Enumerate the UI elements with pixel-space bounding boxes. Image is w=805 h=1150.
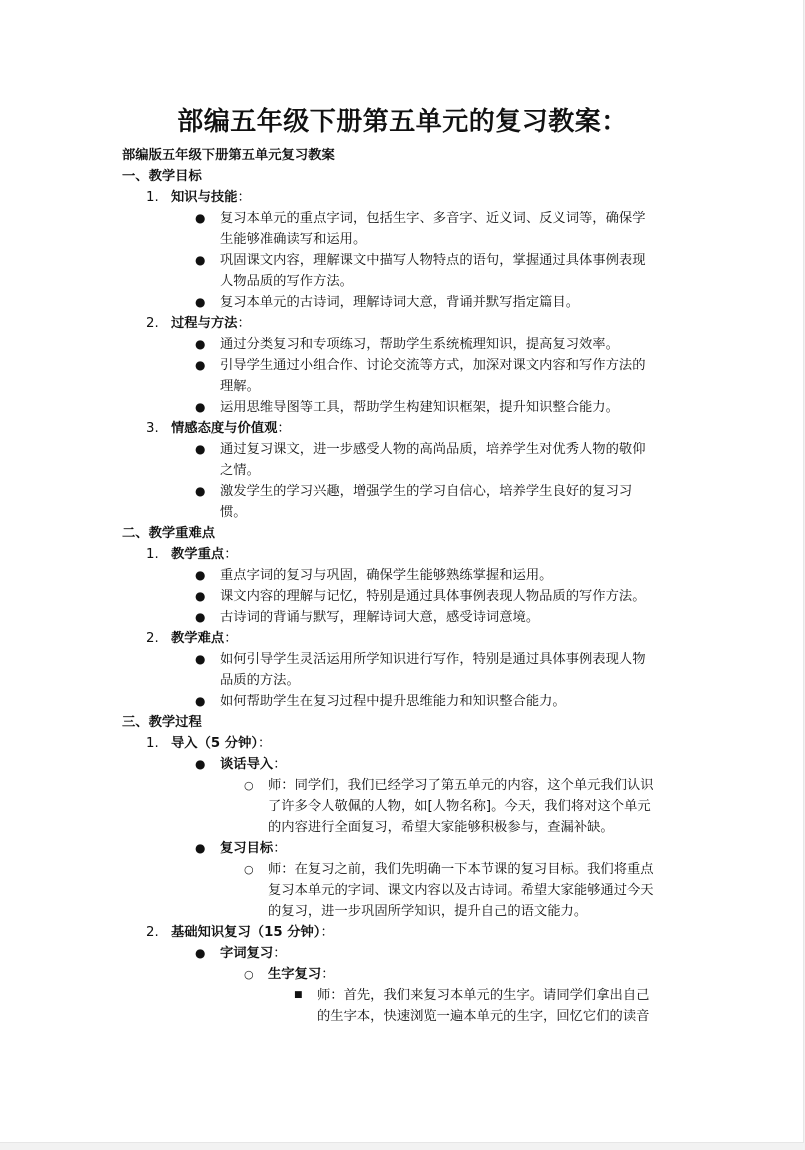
- item-colon: ：: [273, 757, 287, 772]
- bullet-dot-icon: ●: [195, 295, 206, 309]
- bullet-dot-icon: ●: [195, 358, 206, 372]
- item-number: 2.: [146, 631, 159, 646]
- sub-item-label: 字词复习: [220, 946, 274, 961]
- bullet-text: 运用思维导图等工具，帮助学生构建知识框架，提升知识整合能力。: [220, 400, 619, 415]
- bullet-text: 重点字词的复习与巩固，确保学生能够熟练掌握和运用。: [220, 568, 553, 583]
- bullet-line: [122, 292, 692, 313]
- item-label: 教学难点: [171, 631, 225, 646]
- bullet-text: 课文内容的理解与记忆，特别是通过具体事例表现人物品质的写作方法。: [220, 589, 646, 604]
- bullet-text: 激发学生的学习兴趣，增强学生的学习自信心，培养学生良好的复习习: [220, 484, 633, 499]
- bullet-dot-icon: ●: [195, 694, 206, 708]
- bullet-line: [122, 439, 692, 460]
- bullet-text: 复习本单元的古诗词，理解诗词大意，背诵并默写指定篇目。: [220, 295, 580, 310]
- item-colon: ：: [320, 925, 334, 940]
- bullet-text: 生能够准确读写和运用。: [220, 232, 367, 247]
- bullet-text: 引导学生通过小组合作、讨论交流等方式，加深对课文内容和写作方法的: [220, 358, 646, 373]
- numbered-item: [122, 313, 692, 334]
- section-heading-text: 二、教学重难点: [122, 526, 216, 541]
- item-colon: ：: [321, 967, 335, 982]
- item-colon: ：: [224, 631, 238, 646]
- bullet-dot-icon: ●: [195, 400, 206, 414]
- sub-item: [122, 838, 692, 859]
- bullet-line: [122, 481, 692, 502]
- bullet-dot-icon: ●: [195, 484, 206, 498]
- bullet-line: [122, 397, 692, 418]
- bullet-text: 人物品质的写作方法。: [220, 274, 353, 289]
- bullet-line: [122, 376, 692, 397]
- item-number: 3.: [146, 421, 159, 436]
- bullet-text: 理解。: [220, 379, 260, 394]
- item-number: 2.: [146, 316, 159, 331]
- bullet-dot-icon: ●: [195, 568, 206, 582]
- sub-sub-item: [122, 964, 692, 985]
- sub-sub-item-text-line: [122, 985, 692, 1006]
- sub-sub-item-text: 的生字本，快速浏览一遍本单元的生字，回忆它们的读音: [317, 1009, 650, 1024]
- sub-item: [122, 943, 692, 964]
- sub-sub-item-text: 师：首先，我们来复习本单元的生字。请同学们拿出自己: [317, 988, 650, 1003]
- bullet-line: [122, 670, 692, 691]
- sub-item-text-line: [122, 901, 692, 922]
- bullet-text: 品质的方法。: [220, 673, 300, 688]
- bullet-dot-icon: ●: [195, 946, 206, 960]
- bullet-line: [122, 565, 692, 586]
- bullet-dot-icon: ●: [195, 253, 206, 267]
- bullet-text: 如何帮助学生在复习过程中提升思维能力和知识整合能力。: [220, 694, 566, 709]
- bullet-text: 复习本单元的重点字词，包括生字、多音字、近义词、反义词等，确保学: [220, 211, 646, 226]
- bullet-text: 通过复习课文，进一步感受人物的高尚品质，培养学生对优秀人物的敬仰: [220, 442, 646, 457]
- bullet-line: [122, 502, 692, 523]
- bullet-line: [122, 586, 692, 607]
- bullet-line: [122, 250, 692, 271]
- item-number: 1.: [146, 736, 159, 751]
- bullet-dot-icon: ●: [195, 757, 206, 771]
- bullet-text: 通过分类复习和专项练习，帮助学生系统梳理知识，提高复习效率。: [220, 337, 619, 352]
- item-label: 导入（5 分钟）: [171, 736, 259, 751]
- bullet-dot-icon: ●: [195, 652, 206, 666]
- bullet-line: [122, 607, 692, 628]
- item-colon: ：: [224, 547, 238, 562]
- bullet-dot-icon: ●: [195, 589, 206, 603]
- sub-sub-item-text-line: [122, 1006, 692, 1027]
- section-heading-text: 一、教学目标: [122, 169, 202, 184]
- numbered-item: [122, 733, 692, 754]
- numbered-item: [122, 544, 692, 565]
- item-number: 1.: [146, 190, 159, 205]
- numbered-item: [122, 922, 692, 943]
- bullet-line: [122, 229, 692, 250]
- item-label: 情感态度与价值观: [171, 421, 278, 436]
- sub-item-text: 师：同学们，我们已经学习了第五单元的内容，这个单元我们认识: [268, 778, 654, 793]
- bullet-dot-icon: ●: [195, 337, 206, 351]
- item-colon: ：: [237, 316, 251, 331]
- subtitle-text: 部编版五年级下册第五单元复习教案: [122, 148, 335, 163]
- sub-item-label: 复习目标: [220, 841, 274, 856]
- item-colon: ：: [258, 736, 272, 751]
- bullet-dot-icon: ●: [195, 442, 206, 456]
- sub-item-text: 复习本单元的字词、课文内容以及古诗词。希望大家能够通过今天: [268, 883, 654, 898]
- bullet-line: [122, 460, 692, 481]
- section-heading: [122, 523, 692, 544]
- sub-item-text-line: [122, 817, 692, 838]
- sub-item-text-line: [122, 859, 692, 880]
- item-label: 基础知识复习（15 分钟）: [171, 925, 321, 940]
- document-title: 部编五年级下册第五单元的复习教案：: [177, 107, 628, 137]
- sub-item-text: 的内容进行全面复习，希望大家能够积极参与，查漏补缺。: [268, 820, 614, 835]
- bullet-text: 如何引导学生灵活运用所学知识进行写作，特别是通过具体事例表现人物: [220, 652, 646, 667]
- numbered-item: [122, 418, 692, 439]
- item-colon: ：: [277, 421, 291, 436]
- sub-sub-item-label: 生字复习: [268, 967, 322, 982]
- item-number: 2.: [146, 925, 159, 940]
- item-colon: ：: [273, 841, 287, 856]
- item-label: 过程与方法: [171, 316, 238, 331]
- bullet-line: [122, 691, 692, 712]
- sub-item-text-line: [122, 880, 692, 901]
- bullet-line: [122, 208, 692, 229]
- bullet-dot-icon: ●: [195, 610, 206, 624]
- sub-item-text-line: [122, 775, 692, 796]
- section-heading-text: 三、教学过程: [122, 715, 202, 730]
- bullet-line: [122, 355, 692, 376]
- sub-item-text: 的复习，进一步巩固所学知识，提升自己的语文能力。: [268, 904, 588, 919]
- circle-bullet-icon: ○: [244, 863, 254, 876]
- bullet-line: [122, 334, 692, 355]
- document-subtitle: [122, 145, 692, 166]
- sub-item: [122, 754, 692, 775]
- bullet-line: [122, 649, 692, 670]
- sub-item-text: 师：在复习之前，我们先明确一下本节课的复习目标。我们将重点: [268, 862, 654, 877]
- section-heading: [122, 712, 692, 733]
- bullet-text: 惯。: [220, 505, 247, 520]
- sub-item-text-line: [122, 796, 692, 817]
- bullet-dot-icon: ●: [195, 211, 206, 225]
- circle-bullet-icon: ○: [244, 968, 254, 981]
- item-colon: ：: [273, 946, 287, 961]
- sub-item-label: 谈话导入: [220, 757, 274, 772]
- bullet-dot-icon: ●: [195, 841, 206, 855]
- section-heading: [122, 166, 692, 187]
- square-bullet-icon: ■: [294, 990, 303, 1000]
- bullet-line: [122, 271, 692, 292]
- sub-item-text: 了许多令人敬佩的人物，如[人物名称]。今天，我们将对这个单元: [268, 799, 651, 814]
- item-number: 1.: [146, 547, 159, 562]
- item-label: 教学重点: [171, 547, 225, 562]
- circle-bullet-icon: ○: [244, 779, 254, 792]
- bullet-text: 巩固课文内容，理解课文中描写人物特点的语句，掌握通过具体事例表现: [220, 253, 646, 268]
- numbered-item: [122, 187, 692, 208]
- item-colon: ：: [237, 190, 251, 205]
- bullet-text: 之情。: [220, 463, 260, 478]
- bullet-text: 古诗词的背诵与默写，理解诗词大意，感受诗词意境。: [220, 610, 540, 625]
- numbered-item: [122, 628, 692, 649]
- document-body: [122, 145, 692, 1027]
- item-label: 知识与技能: [171, 190, 238, 205]
